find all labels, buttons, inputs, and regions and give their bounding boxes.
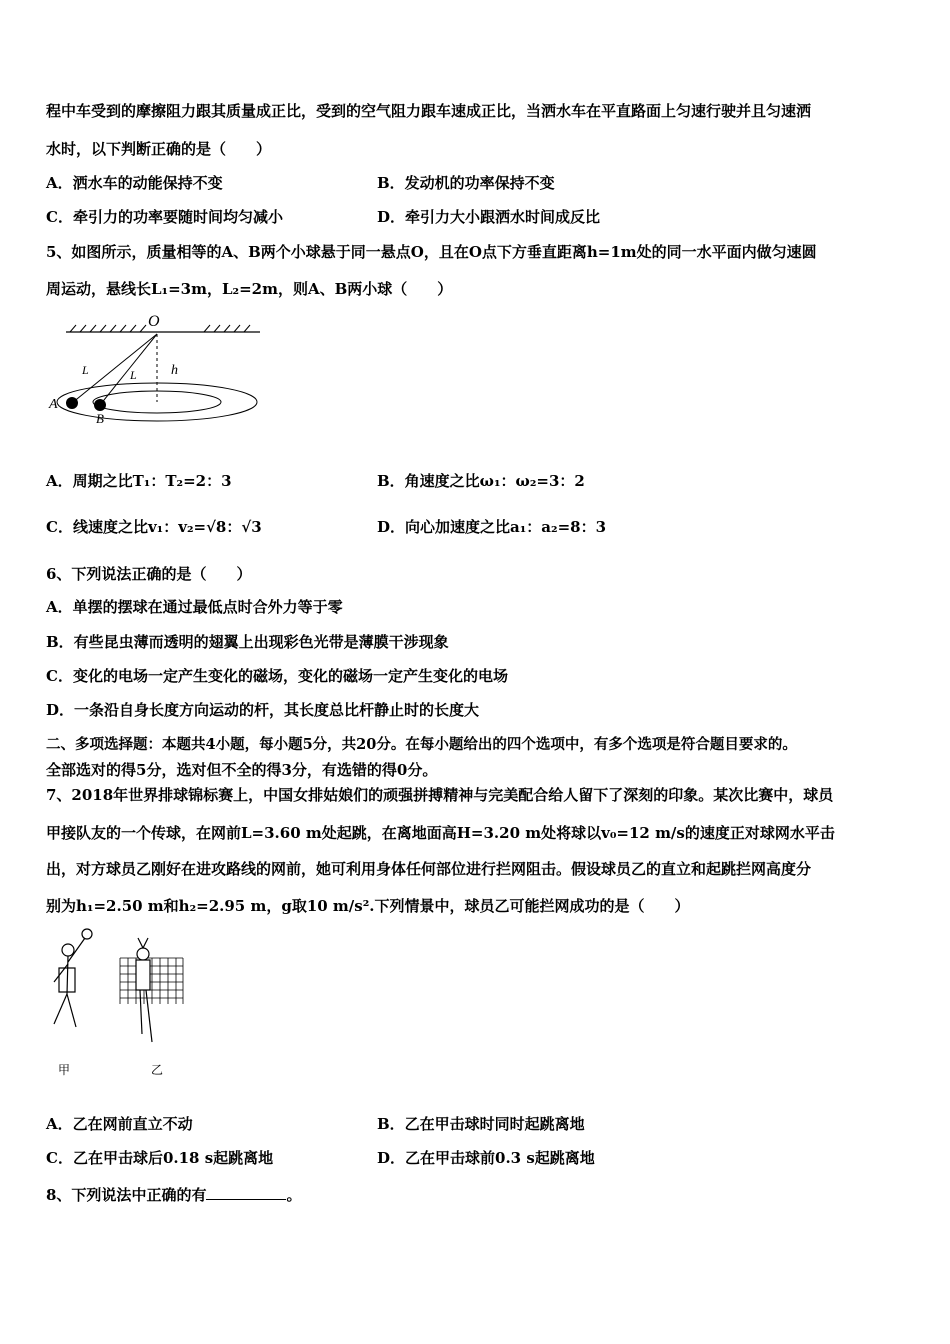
q8-answer-blank[interactable] bbox=[206, 1184, 286, 1200]
q6-option-a: A．单摆的摆球在通过最低点时合外力等于零 bbox=[46, 598, 343, 616]
label-a: A bbox=[49, 397, 58, 412]
q5-option-b: B．角速度之比ω₁：ω₂=3：2 bbox=[377, 472, 585, 490]
label-l2: L bbox=[130, 368, 137, 382]
q5-option-d: D．向心加速度之比a₁：a₂=8：3 bbox=[377, 518, 607, 536]
q4-option-b: B．发动机的功率保持不变 bbox=[377, 174, 555, 192]
label-o: O bbox=[148, 313, 160, 330]
player-jia-icon bbox=[54, 929, 92, 1027]
intro-line-1: 程中车受到的摩擦阻力跟其质量成正比，受到的空气阻力跟车速成正比，当洒水车在平直路面上匀速行驶并且匀速洒 bbox=[46, 102, 812, 120]
section-2-heading-line-1: 二、多项选择题：本题共4小题，每小题5分，共20分。在每小题给出的四个选项中，有多个选项是符合题目要求的。 bbox=[46, 736, 797, 753]
player-yi-icon bbox=[136, 938, 152, 1042]
q6-stem: 6、下列说法正确的是（ ） bbox=[46, 565, 252, 583]
label-h: h bbox=[171, 363, 178, 378]
ball-b-icon bbox=[94, 399, 106, 411]
q8-stem-text: 8、下列说法中正确的有 bbox=[46, 1186, 207, 1204]
label-l1: L bbox=[82, 363, 89, 377]
q4-option-a: A．洒水车的动能保持不变 bbox=[46, 174, 223, 192]
q7-stem-line-2: 甲接队友的一个传球，在网前L=3.60 m处起跳，在离地面高H=3.20 m处将球以v₀=12 m/s的速度正对球网水平击 bbox=[46, 824, 835, 842]
intro-line-2: 水时，以下判断正确的是（ ） bbox=[46, 140, 272, 158]
q5-stem-line-1: 5、如图所示，质量相等的A、B两个小球悬于同一悬点O，且在O点下方垂直距离h=1m处的同一水平面内做匀速圆 bbox=[46, 243, 817, 261]
q5-option-a: A．周期之比T₁：T₂=2：3 bbox=[46, 472, 232, 490]
q7-stem-line-3: 出，对方球员乙刚好在进攻路线的网前，她可利用身体任何部位进行拦网阻击。假设球员乙的直立和起跳拦网高度分 bbox=[46, 860, 812, 878]
q7-stem-line-1: 7、2018年世界排球锦标赛上，中国女排姑娘们的顽强拼搏精神与完美配合给人留下了深刻的印象。某次比赛中，球员 bbox=[46, 786, 834, 804]
q5-option-c: C．线速度之比v₁：v₂=√8：√3 bbox=[46, 518, 262, 536]
label-jia: 甲 bbox=[58, 1063, 71, 1077]
q7-option-b: B．乙在甲击球时同时起跳离地 bbox=[377, 1115, 585, 1133]
q5-stem-line-2: 周运动，悬线长L₁=3m，L₂=2m，则A、B两小球（ ） bbox=[46, 280, 453, 298]
net-icon bbox=[120, 958, 183, 1004]
q4-option-c: C．牵引力的功率要随时间均匀减小 bbox=[46, 208, 283, 226]
q7-option-c: C．乙在甲击球后0.18 s起跳离地 bbox=[46, 1149, 274, 1167]
q7-option-d: D．乙在甲击球前0.3 s起跳离地 bbox=[377, 1149, 595, 1167]
section-2-heading-line-2: 全部选对的得5分，选对但不全的得3分，有选错的得0分。 bbox=[46, 761, 438, 779]
q8-stem-end: 。 bbox=[286, 1186, 302, 1204]
q6-option-d: D．一条沿自身长度方向运动的杆，其长度总比杆静止时的长度大 bbox=[46, 701, 480, 719]
q6-option-c: C．变化的电场一定产生变化的磁场，变化的磁场一定产生变化的电场 bbox=[46, 667, 508, 685]
q4-option-d: D．牵引力大小跟洒水时间成反比 bbox=[377, 208, 601, 226]
label-b: B bbox=[96, 411, 104, 426]
q8-stem bbox=[46, 1184, 301, 1205]
q7-volleyball-figure bbox=[40, 924, 200, 1084]
q7-stem-line-4: 别为h₁=2.50 m和h₂=2.95 m，g取10 m/s².下列情景中，球员乙可能拦网成功的是（ ） bbox=[46, 897, 690, 915]
ball-a-icon bbox=[66, 397, 78, 409]
q7-option-a: A．乙在网前直立不动 bbox=[46, 1115, 193, 1133]
q5-conical-pendulum-figure bbox=[44, 310, 274, 430]
q6-option-b: B．有些昆虫薄而透明的翅翼上出现彩色光带是薄膜干涉现象 bbox=[46, 633, 449, 651]
label-yi: 乙 bbox=[151, 1063, 164, 1077]
